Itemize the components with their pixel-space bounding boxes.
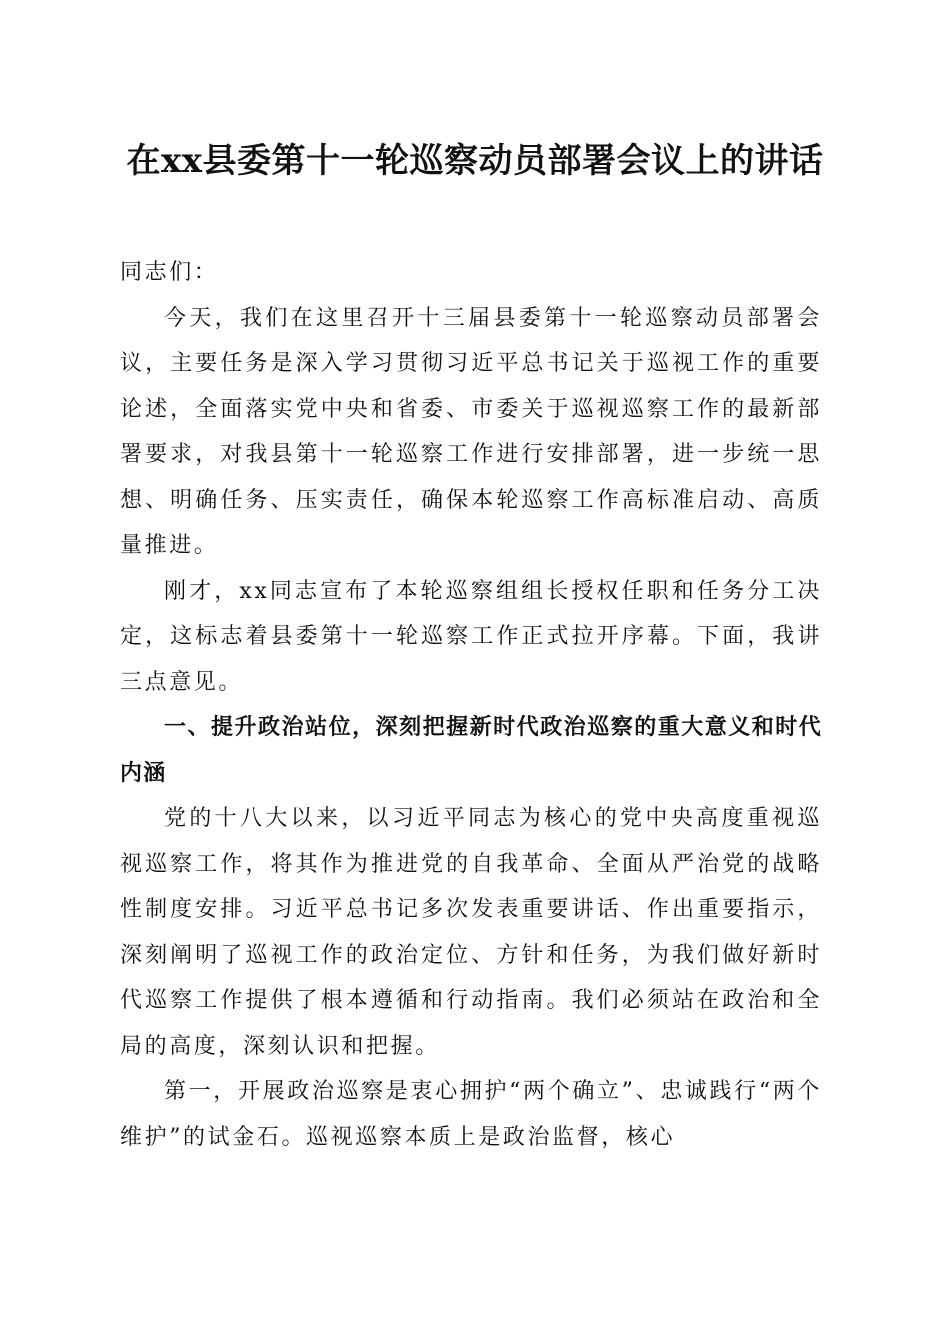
paragraph-announcement: 刚才，xx同志宣布了本轮巡察组组长授权任职和任务分工决定，这标志着县委第十一轮巡察工作正式拉开序幕。下面，我讲三点意见。 xyxy=(120,578,822,695)
paragraph-opening: 今天，我们在这里召开十三届县委第十一轮巡察动员部署会议，主要任务是深入学习贯彻习近平总书记关于巡视工作的重要论述，全面落实党中央和省委、市委关于巡视巡察工作的最新部署要求，对我县第十一轮巡察工作进行安排部署，进一步统一思想、明确任务、压实责任，确保本轮巡察工作高标准启动、高质量推进。 xyxy=(120,305,822,558)
section-heading-1: 一、提升政治站位，深刻把握新时代政治巡察的重大意义和时代内涵 xyxy=(120,715,822,786)
paragraph-section1-intro: 党的十八大以来，以习近平同志为核心的党中央高度重视巡视巡察工作，将其作为推进党的自我革命、全面从严治党的战略性制度安排。习近平总书记多次发表重要讲话、作出重要指示，深刻阐明了巡视工作的政治定位、方针和任务，为我们做好新时代巡察工作提供了根本遵循和行动指南。我们必须站在政治和全局的高度，深刻认识和把握。 xyxy=(120,806,822,1059)
document-body xyxy=(120,250,822,1160)
document-title: 在xx县委第十一轮巡察动员部署会议上的讲话 xyxy=(126,141,824,181)
salutation: 同志们： xyxy=(120,260,219,285)
paragraph-section1-point1: 第一，开展政治巡察是衷心拥护“两个确立”、忠诚践行“两个维护”的试金石。巡视巡察本质上是政治监督，核心 xyxy=(120,1079,822,1150)
